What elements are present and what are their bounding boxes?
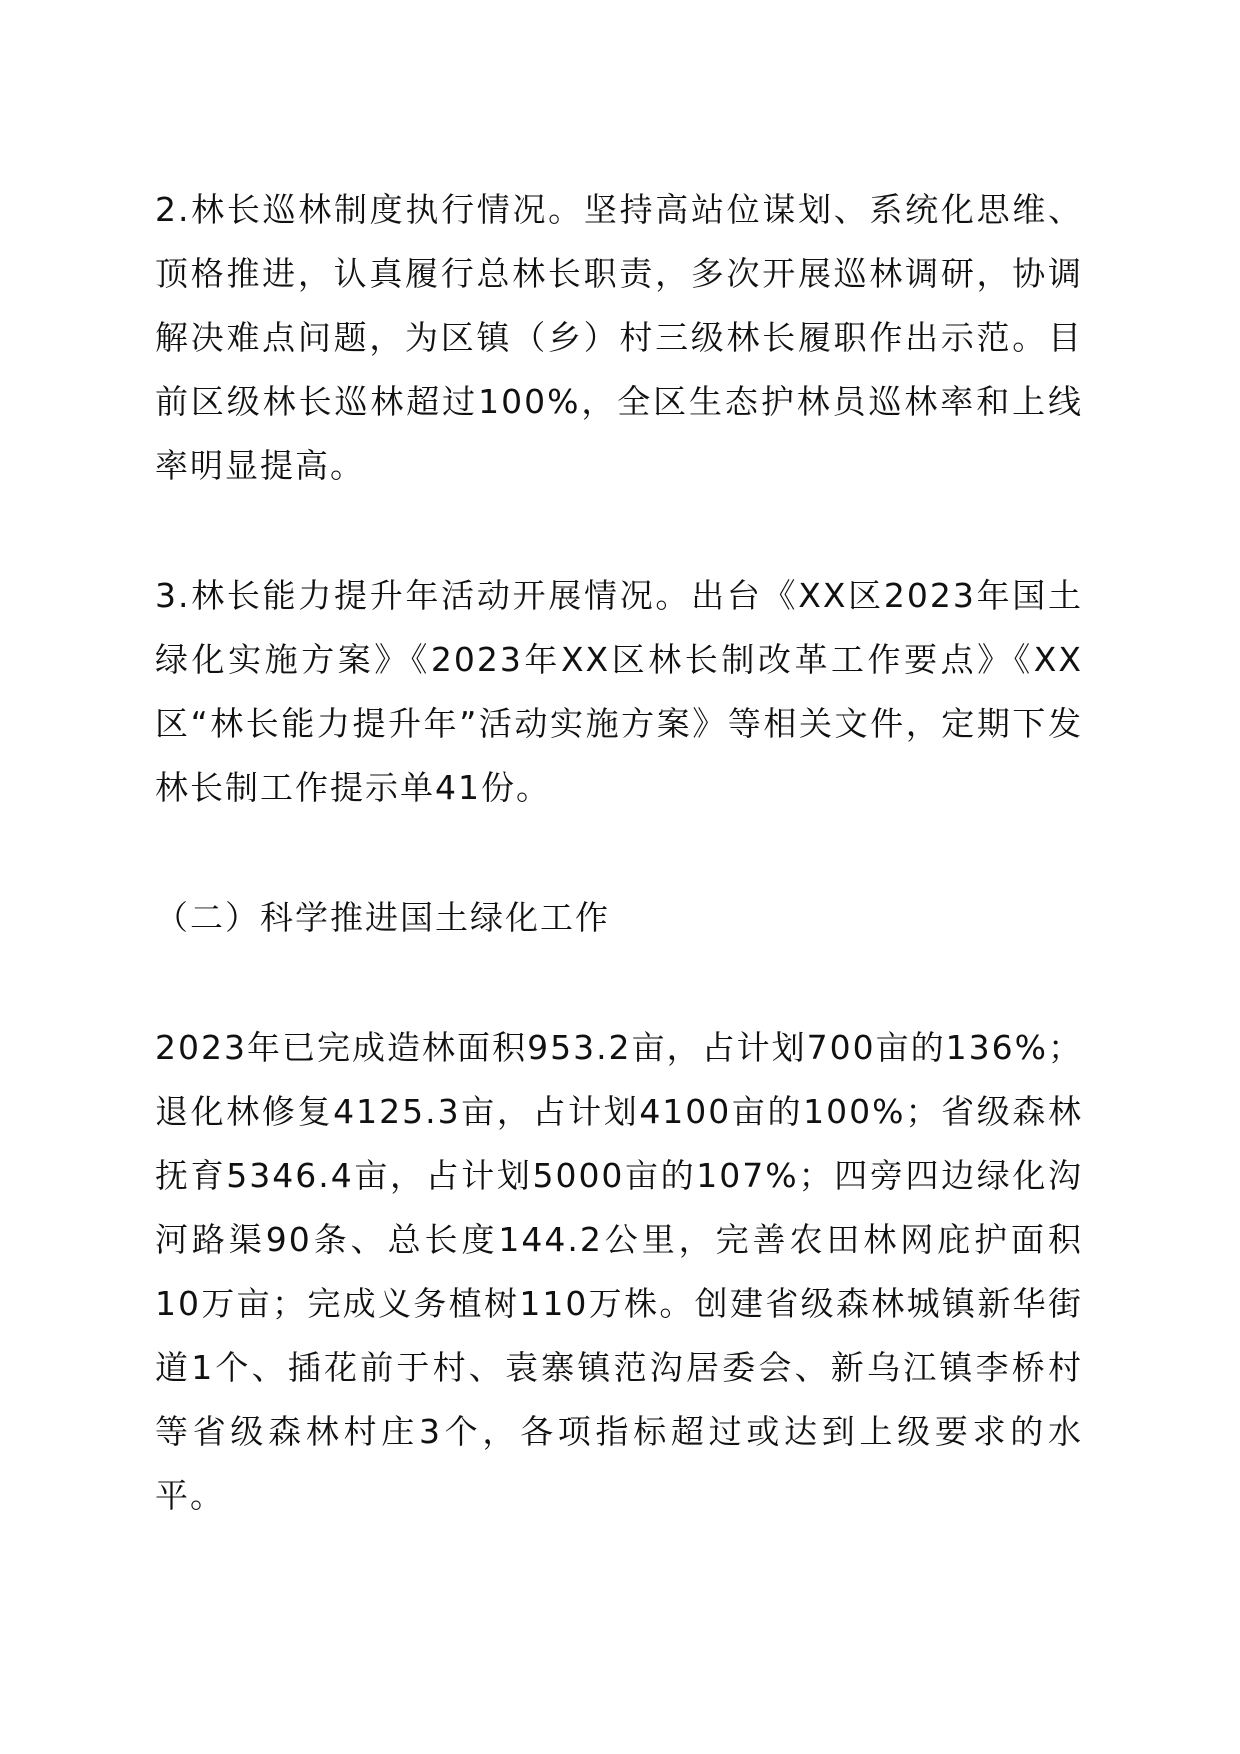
paragraph-greening-work: 2023年已完成造林面积953.2亩，占计划700亩的136%；退化林修复4125.3亩，占计划4100亩的100%；省级森林抚育5346.4亩，占计划5000亩的107%；四旁四边绿化沟河路渠90条、总长度144.2公里，完善农田林网庇护面积10万亩；完成义务植树110万株。创建省级森林城镇新华街道1个、插花前于村、袁寨镇范沟居委会、新乌江镇李桥村等省级森林村庄3个，各项指标超过或达到上级要求的水平。 [155,1028,1083,1515]
paragraph-forest-chief-capacity: 3.林长能力提升年活动开展情况。出台《XX区2023年国土绿化实施方案》《2023年XX区林长制改革工作要点》《XX区“林长能力提升年”活动实施方案》等相关文件，定期下发林长制工作提示单41份。 [155,576,1083,807]
document-body [155,178,1083,1594]
section-heading: （二）科学推进国土绿化工作 [155,898,610,937]
paragraph-forest-chief-inspection: 2.林长巡林制度执行情况。坚持高站位谋划、系统化思维、顶格推进，认真履行总林长职责，多次开展巡林调研，协调解决难点问题，为区镇（乡）村三级林长履职作出示范。目前区级林长巡林超过100%，全区生态护林员巡林率和上线率明显提高。 [155,190,1083,485]
